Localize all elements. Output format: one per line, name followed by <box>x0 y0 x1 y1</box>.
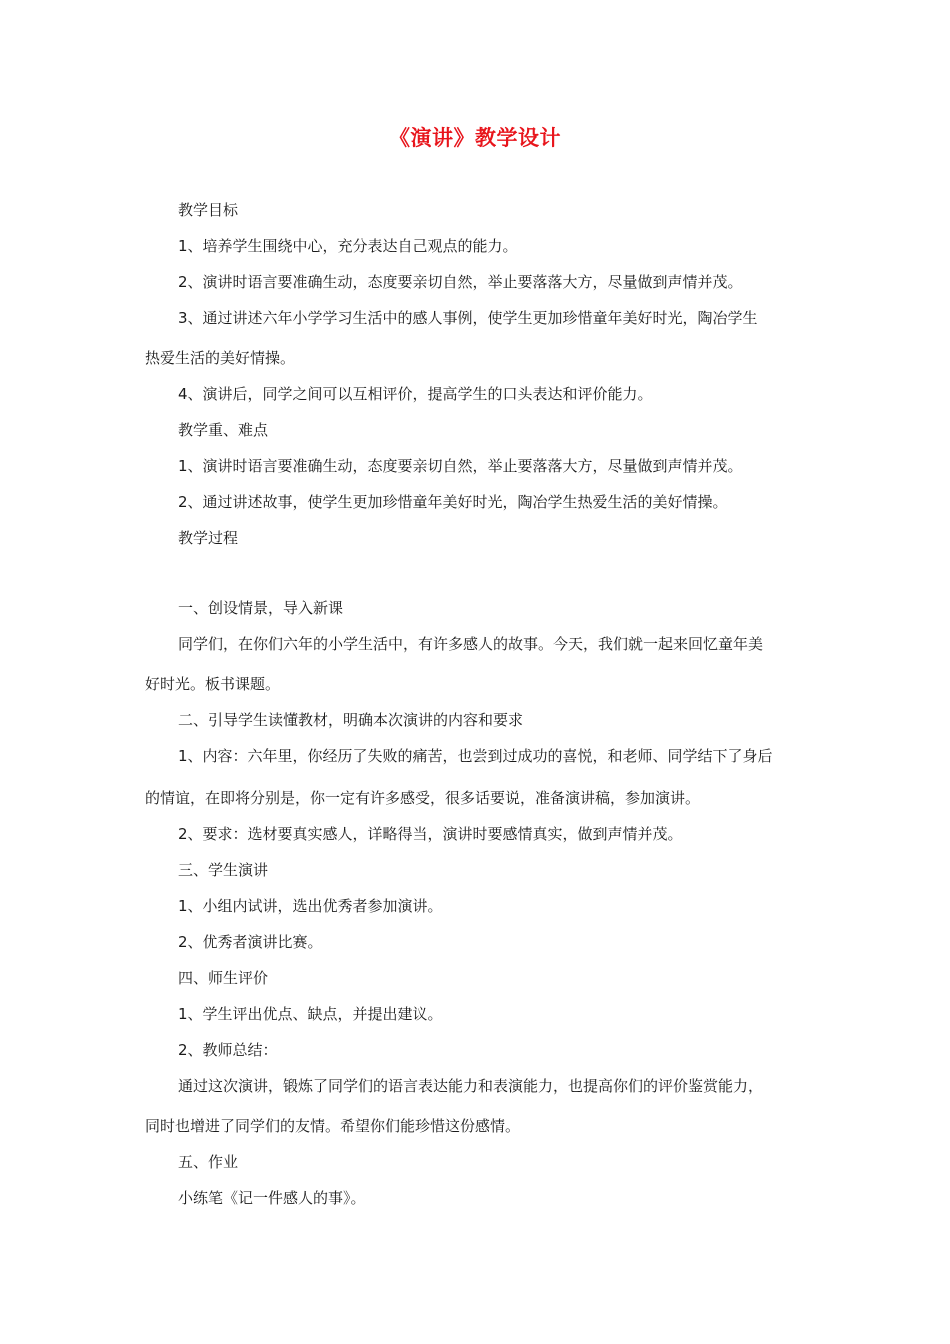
heading-objectives: 教学目标 <box>178 201 239 219</box>
section-3-item-1: 1、小组内试讲，选出优秀者参加演讲。 <box>178 897 443 915</box>
section-4-item-1: 1、学生评出优点、缺点，并提出建议。 <box>178 1005 443 1023</box>
section-4-item-2: 2、教师总结： <box>178 1041 278 1059</box>
section-4-summary: 通过这次演讲，锻炼了同学们的语言表达能力和表演能力，也提高你们的评价鉴赏能力， <box>178 1077 764 1095</box>
section-1-text: 同学们，在你们六年的小学生活中，有许多感人的故事。今天，我们就一起来回忆童年美 <box>178 635 764 653</box>
section-5-item: 小练笔《记一件感人的事》。 <box>178 1189 366 1207</box>
heading-key-points: 教学重、难点 <box>178 421 269 439</box>
key-point-1: 1、演讲时语言要准确生动，态度要亲切自然，举止要落落大方，尽量做到声情并茂。 <box>178 457 743 475</box>
document-title: 《演讲》教学设计 <box>389 126 561 150</box>
heading-process: 教学过程 <box>178 529 239 547</box>
section-5-heading: 五、作业 <box>178 1153 239 1171</box>
objective-3-cont: 热爱生活的美好情操。 <box>145 349 296 367</box>
section-1-text-cont: 好时光。板书课题。 <box>145 675 281 693</box>
section-2-item-1-cont: 的情谊，在即将分别是，你一定有许多感受，很多话要说，准备演讲稿，参加演讲。 <box>145 789 701 807</box>
section-2-item-2: 2、要求：选材要真实感人，详略得当，演讲时要感情真实，做到声情并茂。 <box>178 825 683 843</box>
section-3-item-2: 2、优秀者演讲比赛。 <box>178 933 323 951</box>
key-point-2: 2、通过讲述故事，使学生更加珍惜童年美好时光，陶冶学生热爱生活的美好情操。 <box>178 493 728 511</box>
section-4-summary-cont: 同时也增进了同学们的友情。希望你们能珍惜这份感情。 <box>145 1117 521 1135</box>
objective-4: 4、演讲后，同学之间可以互相评价，提高学生的口头表达和评价能力。 <box>178 385 653 403</box>
objective-1: 1、培养学生围绕中心，充分表达自己观点的能力。 <box>178 237 518 255</box>
objective-3: 3、通过讲述六年小学学习生活中的感人事例，使学生更加珍惜童年美好时光，陶冶学生 <box>178 309 758 327</box>
section-4-heading: 四、师生评价 <box>178 969 269 987</box>
section-3-heading: 三、学生演讲 <box>178 861 269 879</box>
section-2-heading: 二、引导学生读懂教材，明确本次演讲的内容和要求 <box>178 711 524 729</box>
objective-2: 2、演讲时语言要准确生动，态度要亲切自然，举止要落落大方，尽量做到声情并茂。 <box>178 273 743 291</box>
section-1-heading: 一、创设情景，导入新课 <box>178 599 344 617</box>
section-2-item-1: 1、内容：六年里，你经历了失败的痛苦，也尝到过成功的喜悦，和老师、同学结下了身后 <box>178 747 773 765</box>
